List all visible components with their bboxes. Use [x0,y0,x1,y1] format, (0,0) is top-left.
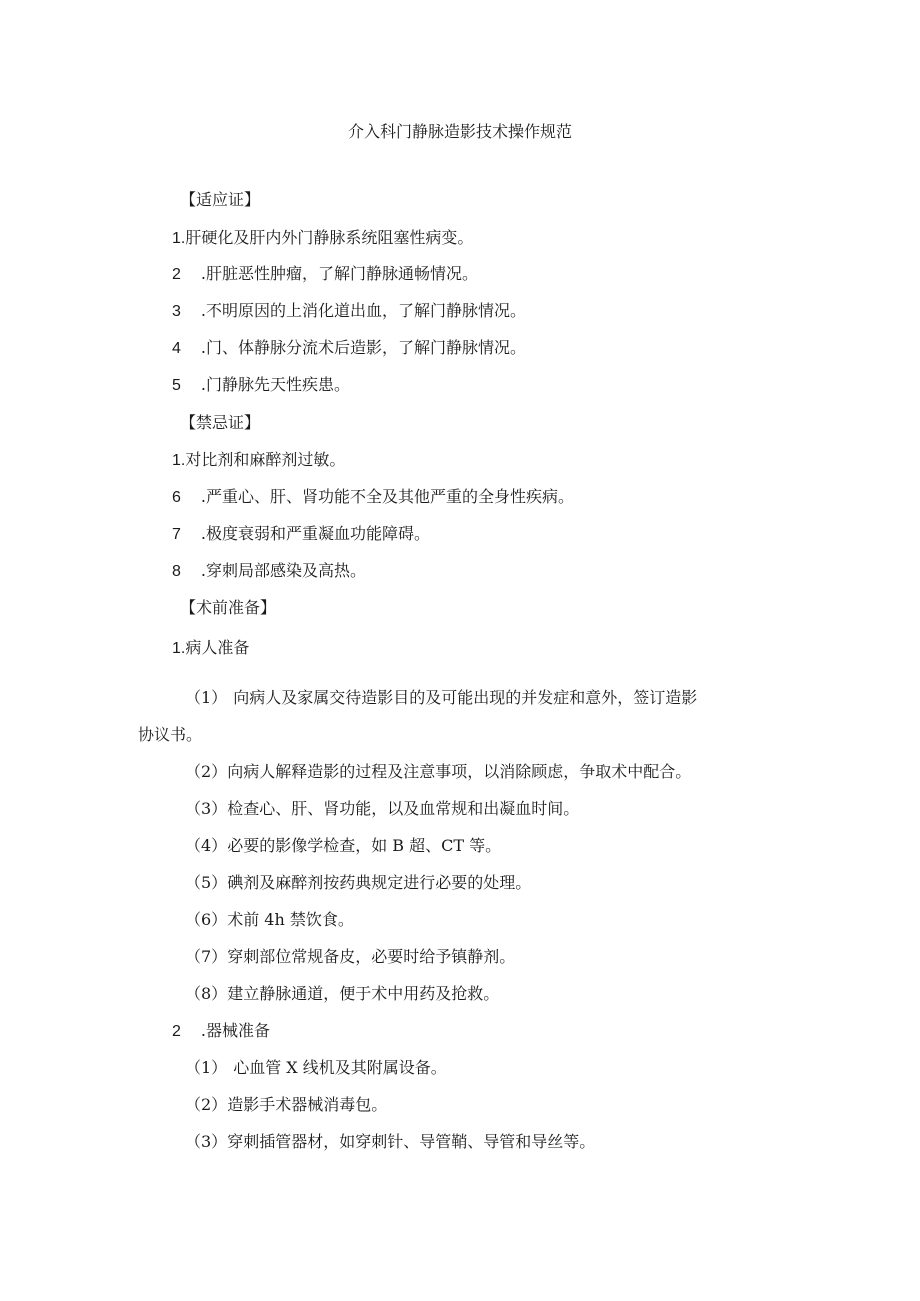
item-text: 穿刺部位常规备皮，必要时给予镇静剂。 [227,947,516,966]
patient-prep-item [185,762,691,782]
patient-prep-item-continuation: 协议书。 [138,725,203,744]
contraindications-heading: 【禁忌证】 [180,413,261,432]
item-number: 8 [172,563,181,580]
equipment-item [185,1058,447,1078]
preop-heading: 【术前准备】 [180,598,277,617]
item-number: 1. [172,452,186,469]
item-number: 3 [172,303,181,320]
item-text: .穿刺局部感染及高热。 [200,561,366,580]
indication-item [172,301,526,322]
item-text: 对比剂和麻醉剂过敏。 [185,450,346,469]
item-number: （2） [185,1095,228,1114]
item-number: （8） [185,984,228,1003]
item-number: （2） [185,762,228,781]
item-number: （3） [185,1132,228,1151]
contraindication-item [172,524,430,545]
contraindication-item [172,487,574,508]
item-number: 6 [172,489,181,506]
equipment-item [185,1132,595,1152]
item-number: （3） [185,799,228,818]
indications-heading: 【适应证】 [180,190,261,209]
equipment-heading [172,1021,270,1042]
item-text: 穿刺插管器材，如穿刺针、导管鞘、导管和导丝等。 [227,1132,596,1151]
item-text: 向病人及家属交待造影目的及可能出现的并发症和意外，签订造影 [233,688,698,707]
equipment-item [185,1095,387,1115]
indication-item [172,375,350,396]
item-text: 心血管 X 线机及其附属设备。 [233,1058,447,1077]
patient-prep-item [185,836,501,856]
item-number: （1） [185,1058,228,1077]
item-text: 向病人解释造影的过程及注意事项，以消除顾虑，争取术中配合。 [227,762,692,781]
item-text: .门静脉先天性疾患。 [200,375,350,394]
item-number: 4 [172,340,181,357]
item-text: .不明原因的上消化道出血，了解门静脉情况。 [200,301,526,320]
item-text: 肝硬化及肝内外门静脉系统阻塞性病变。 [185,228,474,247]
item-text: .门、体静脉分流术后造影，了解门静脉情况。 [200,338,526,357]
patient-prep-item [185,873,531,893]
patient-prep-item [185,984,499,1004]
item-number: （7） [185,947,228,966]
patient-prep-item [185,910,354,930]
item-number: 1. [172,230,186,247]
patient-prep-item [185,799,579,819]
patient-prep-item [185,688,697,708]
item-text: .肝脏恶性肿瘤，了解门静脉通畅情况。 [200,264,478,283]
indication-item [172,228,473,249]
item-number: 2 [172,1023,181,1040]
contraindication-item [172,561,366,582]
item-number: 7 [172,526,181,543]
item-number: （1） [185,688,228,707]
item-text: .极度衰弱和严重凝血功能障碍。 [200,524,430,543]
item-text: 术前 4h 禁饮食。 [227,910,354,929]
patient-prep-item [185,947,515,967]
item-number: 2 [172,266,181,283]
item-text: .严重心、肝、肾功能不全及其他严重的全身性疾病。 [200,487,574,506]
item-text: 必要的影像学检查，如 B 超、CT 等。 [227,836,502,855]
item-text: 造影手术器械消毒包。 [227,1095,388,1114]
item-number: 1. [172,640,186,657]
item-text: 建立静脉通道，便于术中用药及抢救。 [227,984,500,1003]
item-text: .器械准备 [200,1021,270,1040]
indication-item [172,264,478,285]
item-number: （4） [185,836,228,855]
patient-prep-heading [172,638,249,659]
indication-item [172,338,526,359]
item-text: 检查心、肝、肾功能，以及血常规和出凝血时间。 [227,799,580,818]
item-number: （5） [185,873,228,892]
item-number: （6） [185,910,228,929]
item-text: 病人准备 [185,638,250,657]
document-title: 介入科门静脉造影技术操作规范 [347,122,572,141]
item-text: 碘剂及麻醉剂按药典规定进行必要的处理。 [227,873,532,892]
item-number: 5 [172,377,181,394]
contraindication-item [172,450,345,471]
